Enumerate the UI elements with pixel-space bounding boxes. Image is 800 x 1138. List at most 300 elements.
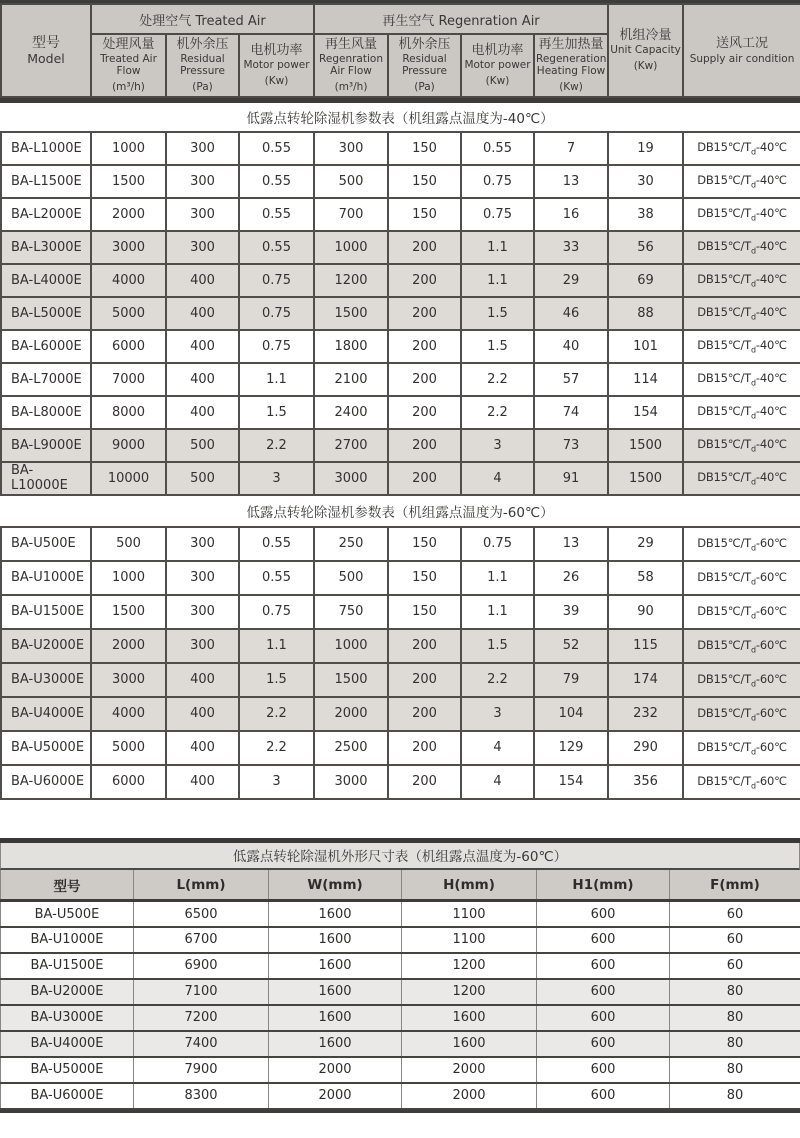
model-cell: BA-L4000E (1, 264, 91, 297)
model-cell: BA-U1500E (1, 953, 134, 979)
value-cell: 300 (166, 231, 239, 264)
dimension-cell: 600 (537, 953, 670, 979)
value-cell: 58 (608, 561, 683, 595)
residual-pressure-1-unit: (Pa) (192, 81, 213, 94)
dimension-cell: 7400 (134, 1031, 269, 1057)
value-cell: 1.5 (461, 330, 534, 363)
value-cell: 300 (166, 629, 239, 663)
dimension-cell: 600 (537, 927, 670, 953)
column-header-motor-power-2 (461, 34, 534, 97)
value-cell: 104 (534, 697, 608, 731)
table-row (1, 1057, 800, 1083)
value-cell: 46 (534, 297, 608, 330)
model-cell: BA-L3000E (1, 231, 91, 264)
dimension-column-header: W(mm) (269, 870, 402, 901)
value-cell: 0.75 (461, 527, 534, 561)
value-cell: 300 (166, 595, 239, 629)
value-cell: 200 (388, 629, 461, 663)
value-cell: 5000 (91, 731, 166, 765)
value-cell: 200 (388, 429, 461, 462)
value-cell: 200 (388, 663, 461, 697)
value-cell: 400 (166, 731, 239, 765)
dimension-cell: 2000 (402, 1083, 537, 1109)
value-cell: 2400 (314, 396, 388, 429)
dimension-column-header: 型号 (1, 870, 134, 901)
value-cell: 56 (608, 231, 683, 264)
unit-capacity-unit: (Kw) (633, 60, 658, 73)
value-cell: 400 (166, 363, 239, 396)
dimension-cell: 2000 (269, 1057, 402, 1083)
value-cell: 1500 (314, 297, 388, 330)
value-cell: 19 (608, 132, 683, 165)
value-cell: 400 (166, 697, 239, 731)
value-cell: 154 (608, 396, 683, 429)
motor-power-2-en: Motor power (464, 59, 531, 72)
value-cell: 1.5 (239, 396, 314, 429)
value-cell: 1000 (91, 561, 166, 595)
value-cell: 4 (461, 765, 534, 799)
value-cell: 38 (608, 198, 683, 231)
spec-section-40c (0, 103, 800, 496)
table-row (1, 165, 800, 198)
value-cell: 200 (388, 765, 461, 799)
supply-condition-cell: $DB15℃/T_d-40℃$ (683, 198, 800, 231)
residual-pressure-2-unit: (Pa) (414, 81, 435, 94)
supply-condition-cell: $DB15℃/T_d-40℃$ (683, 297, 800, 330)
regen-heating-unit: (Kw) (559, 81, 583, 94)
value-cell: 2000 (91, 198, 166, 231)
value-cell: 300 (166, 132, 239, 165)
dimension-table (0, 870, 800, 1110)
value-cell: 1200 (314, 264, 388, 297)
value-cell: 400 (166, 297, 239, 330)
value-cell: 88 (608, 297, 683, 330)
column-header-regen-heating (534, 34, 608, 97)
table-row (1, 927, 800, 953)
value-cell: 300 (166, 198, 239, 231)
supply-condition-cell: $DB15℃/T_d-40℃$ (683, 264, 800, 297)
value-cell: 29 (608, 527, 683, 561)
value-cell: 3000 (314, 462, 388, 495)
supply-air-en: Supply air condition (689, 52, 795, 65)
motor-power-2-zh: 电机功率 (471, 43, 524, 59)
table-row (1, 765, 800, 799)
dimension-cell: 1200 (402, 979, 537, 1005)
value-cell: 200 (388, 731, 461, 765)
value-cell: 0.75 (239, 264, 314, 297)
group-header-regeneration-air: 再生空气 Regenration Air (314, 4, 608, 34)
table-row (1, 527, 800, 561)
supply-air-zh: 送风工况 (716, 36, 769, 52)
value-cell: 16 (534, 198, 608, 231)
value-cell: 10000 (91, 462, 166, 495)
value-cell: 73 (534, 429, 608, 462)
model-cell: BA-L10000E (1, 462, 91, 495)
residual-pressure-2-zh: 机外余压 (398, 37, 451, 52)
value-cell: 150 (388, 198, 461, 231)
value-cell: 6000 (91, 330, 166, 363)
model-cell: BA-U4000E (1, 1031, 134, 1057)
model-cell: BA-U500E (1, 527, 91, 561)
model-cell: BA-U5000E (1, 731, 91, 765)
value-cell: 150 (388, 165, 461, 198)
model-cell: BA-U1000E (1, 927, 134, 953)
value-cell: 154 (534, 765, 608, 799)
value-cell: 39 (534, 595, 608, 629)
value-cell: 3000 (91, 663, 166, 697)
dimension-cell: 1600 (269, 927, 402, 953)
value-cell: 500 (314, 561, 388, 595)
value-cell: 0.55 (239, 198, 314, 231)
value-cell: 91 (534, 462, 608, 495)
value-cell: 2000 (91, 629, 166, 663)
supply-condition-cell: $DB15℃/T_d-40℃$ (683, 462, 800, 495)
value-cell: 0.75 (461, 165, 534, 198)
model-cell: BA-U6000E (1, 1083, 134, 1109)
value-cell: 150 (388, 595, 461, 629)
dimension-cell: 600 (537, 1031, 670, 1057)
column-header-model-zh: 型号 (32, 34, 60, 51)
group-header-treated-air: 处理空气 Treated Air (91, 4, 314, 34)
value-cell: 3000 (314, 765, 388, 799)
value-cell: 500 (166, 429, 239, 462)
value-cell: 150 (388, 561, 461, 595)
table-row (1, 1083, 800, 1109)
value-cell: 5000 (91, 297, 166, 330)
dimension-cell: 1600 (269, 1005, 402, 1031)
value-cell: 400 (166, 663, 239, 697)
value-cell: 3000 (91, 231, 166, 264)
dimension-cell: 2000 (269, 1083, 402, 1109)
dimension-table-title: 低露点转轮除湿机外形尺寸表（机组露点温度为-60℃） (0, 843, 800, 870)
dimension-cell: 1100 (402, 901, 537, 927)
dimension-cell: 1600 (402, 1031, 537, 1057)
value-cell: 1.1 (461, 231, 534, 264)
dimension-cell: 80 (670, 1031, 800, 1057)
dimension-cell: 8300 (134, 1083, 269, 1109)
residual-pressure-1-en: Residual Pressure (180, 53, 225, 78)
motor-power-1-unit: (Kw) (264, 75, 289, 88)
dimension-cell: 600 (537, 1005, 670, 1031)
table-row (1, 429, 800, 462)
model-cell: BA-U2000E (1, 629, 91, 663)
value-cell: 129 (534, 731, 608, 765)
dimension-column-header: F(mm) (670, 870, 800, 901)
value-cell: 0.75 (239, 297, 314, 330)
value-cell: 1.1 (461, 561, 534, 595)
table-row (1, 198, 800, 231)
motor-power-1-en: Motor power (243, 59, 310, 72)
value-cell: 300 (166, 527, 239, 561)
value-cell: 2.2 (461, 396, 534, 429)
value-cell: 13 (534, 527, 608, 561)
value-cell: 1800 (314, 330, 388, 363)
model-cell: BA-U3000E (1, 1005, 134, 1031)
dimension-cell: 80 (670, 1005, 800, 1031)
unit-capacity-en: Unit Capacity (610, 44, 681, 57)
dimension-cell: 60 (670, 953, 800, 979)
value-cell: 2.2 (239, 429, 314, 462)
column-header-unit-capacity (608, 4, 683, 97)
value-cell: 0.55 (239, 527, 314, 561)
table-row (1, 731, 800, 765)
residual-pressure-1-zh: 机外余压 (176, 37, 229, 52)
value-cell: 1000 (314, 629, 388, 663)
model-cell: BA-U5000E (1, 1057, 134, 1083)
model-cell: BA-L7000E (1, 363, 91, 396)
dimension-table-block (0, 838, 800, 1113)
dimension-cell: 80 (670, 979, 800, 1005)
value-cell: 1.1 (461, 264, 534, 297)
value-cell: 200 (388, 363, 461, 396)
value-cell: 200 (388, 264, 461, 297)
section-title: 低露点转轮除湿机参数表（机组露点温度为-60℃） (0, 496, 800, 526)
table-row (1, 363, 800, 396)
value-cell: 4000 (91, 264, 166, 297)
value-cell: 79 (534, 663, 608, 697)
column-header-regen-air-flow (314, 34, 388, 97)
model-cell: BA-L6000E (1, 330, 91, 363)
value-cell: 69 (608, 264, 683, 297)
dimension-header-row (1, 870, 800, 901)
dimension-column-header: L(mm) (134, 870, 269, 901)
supply-condition-cell: $DB15℃/T_d-40℃$ (683, 231, 800, 264)
value-cell: 2000 (314, 697, 388, 731)
spacer (0, 800, 800, 838)
value-cell: 200 (388, 462, 461, 495)
spec-body-table-40c (0, 131, 800, 496)
value-cell: 2100 (314, 363, 388, 396)
dimension-column-header: H1(mm) (537, 870, 670, 901)
value-cell: 0.55 (239, 132, 314, 165)
dimension-cell: 6900 (134, 953, 269, 979)
value-cell: 4000 (91, 697, 166, 731)
value-cell: 174 (608, 663, 683, 697)
table-row (1, 297, 800, 330)
value-cell: 0.55 (239, 165, 314, 198)
value-cell: 1.5 (239, 663, 314, 697)
value-cell: 115 (608, 629, 683, 663)
value-cell: 0.55 (461, 132, 534, 165)
section-title: 低露点转轮除湿机参数表（机组露点温度为-40℃） (0, 103, 800, 131)
table-row (1, 697, 800, 731)
table-row (1, 663, 800, 697)
table-row (1, 132, 800, 165)
value-cell: 150 (388, 527, 461, 561)
model-cell: BA-U1000E (1, 561, 91, 595)
treated-air-flow-unit: (m³/h) (112, 81, 145, 94)
value-cell: 3 (461, 697, 534, 731)
value-cell: 3 (239, 765, 314, 799)
column-header-model-en: Model (27, 51, 65, 67)
value-cell: 74 (534, 396, 608, 429)
dimension-cell: 1600 (269, 1031, 402, 1057)
value-cell: 1.1 (461, 595, 534, 629)
supply-condition-cell: $DB15℃/T_d-60℃$ (683, 663, 800, 697)
column-header-supply-air (683, 4, 800, 97)
table-row (1, 629, 800, 663)
motor-power-1-zh: 电机功率 (250, 43, 303, 59)
value-cell: 3 (239, 462, 314, 495)
value-cell: 1500 (608, 429, 683, 462)
value-cell: 1000 (314, 231, 388, 264)
dimension-cell: 80 (670, 1083, 800, 1109)
supply-condition-cell: $DB15℃/T_d-60℃$ (683, 765, 800, 799)
table-row (1, 561, 800, 595)
dimension-cell: 7900 (134, 1057, 269, 1083)
value-cell: 1500 (608, 462, 683, 495)
model-cell: BA-L1500E (1, 165, 91, 198)
model-cell: BA-L2000E (1, 198, 91, 231)
value-cell: 400 (166, 396, 239, 429)
column-header-residual-pressure-1 (166, 34, 239, 97)
dimension-cell: 80 (670, 1057, 800, 1083)
dimension-cell: 600 (537, 1057, 670, 1083)
dimension-cell: 600 (537, 1083, 670, 1109)
value-cell: 200 (388, 231, 461, 264)
value-cell: 0.55 (239, 561, 314, 595)
value-cell: 13 (534, 165, 608, 198)
table-row (1, 396, 800, 429)
model-cell: BA-L5000E (1, 297, 91, 330)
table-row (1, 462, 800, 495)
value-cell: 232 (608, 697, 683, 731)
dimension-cell: 1600 (269, 953, 402, 979)
model-cell: BA-U3000E (1, 663, 91, 697)
supply-condition-cell: $DB15℃/T_d-40℃$ (683, 429, 800, 462)
model-cell: BA-U6000E (1, 765, 91, 799)
table-row (1, 595, 800, 629)
supply-condition-cell: $DB15℃/T_d-60℃$ (683, 731, 800, 765)
dimension-cell: 6700 (134, 927, 269, 953)
value-cell: 500 (91, 527, 166, 561)
supply-condition-cell: $DB15℃/T_d-60℃$ (683, 527, 800, 561)
dimension-cell: 7200 (134, 1005, 269, 1031)
value-cell: 0.55 (239, 231, 314, 264)
value-cell: 9000 (91, 429, 166, 462)
value-cell: 26 (534, 561, 608, 595)
model-cell: BA-L1000E (1, 132, 91, 165)
dimension-cell: 1200 (402, 953, 537, 979)
column-header-treated-air-flow (91, 34, 166, 97)
value-cell: 0.75 (239, 595, 314, 629)
dimension-cell: 1100 (402, 927, 537, 953)
regen-heating-en: Regeneration Heating Flow (536, 53, 607, 78)
model-cell: BA-U2000E (1, 979, 134, 1005)
supply-condition-cell: $DB15℃/T_d-60℃$ (683, 629, 800, 663)
value-cell: 1.1 (239, 363, 314, 396)
treated-air-flow-en: Treated Air Flow (100, 53, 157, 78)
value-cell: 33 (534, 231, 608, 264)
value-cell: 500 (166, 462, 239, 495)
value-cell: 1.1 (239, 629, 314, 663)
model-cell: BA-L9000E (1, 429, 91, 462)
value-cell: 7000 (91, 363, 166, 396)
treated-air-flow-zh: 处理风量 (102, 37, 155, 52)
value-cell: 1500 (91, 165, 166, 198)
supply-condition-cell: $DB15℃/T_d-40℃$ (683, 165, 800, 198)
value-cell: 150 (388, 132, 461, 165)
table-row (1, 1031, 800, 1057)
dimension-cell: 60 (670, 927, 800, 953)
value-cell: 57 (534, 363, 608, 396)
supply-condition-cell: $DB15℃/T_d-60℃$ (683, 697, 800, 731)
supply-condition-cell: $DB15℃/T_d-40℃$ (683, 396, 800, 429)
value-cell: 114 (608, 363, 683, 396)
value-cell: 40 (534, 330, 608, 363)
value-cell: 6000 (91, 765, 166, 799)
value-cell: 1000 (91, 132, 166, 165)
column-header-model (1, 4, 91, 97)
value-cell: 30 (608, 165, 683, 198)
dimension-cell: 6500 (134, 901, 269, 927)
value-cell: 356 (608, 765, 683, 799)
motor-power-2-unit: (Kw) (485, 75, 510, 88)
value-cell: 400 (166, 765, 239, 799)
supply-condition-cell: $DB15℃/T_d-40℃$ (683, 330, 800, 363)
value-cell: 500 (314, 165, 388, 198)
spec-section-60c (0, 496, 800, 800)
value-cell: 300 (166, 561, 239, 595)
value-cell: 250 (314, 527, 388, 561)
value-cell: 2.2 (461, 663, 534, 697)
value-cell: 101 (608, 330, 683, 363)
value-cell: 2.2 (239, 697, 314, 731)
unit-capacity-zh: 机组冷量 (619, 28, 672, 44)
value-cell: 8000 (91, 396, 166, 429)
value-cell: 1.5 (461, 629, 534, 663)
value-cell: 2500 (314, 731, 388, 765)
value-cell: 3 (461, 429, 534, 462)
value-cell: 90 (608, 595, 683, 629)
spec-body-table-60c (0, 526, 800, 800)
table-row (1, 953, 800, 979)
supply-condition-cell: $DB15℃/T_d-60℃$ (683, 595, 800, 629)
table-row (1, 231, 800, 264)
value-cell: 700 (314, 198, 388, 231)
value-cell: 2700 (314, 429, 388, 462)
dimension-cell: 600 (537, 901, 670, 927)
table-row (1, 330, 800, 363)
column-header-residual-pressure-2 (388, 34, 461, 97)
dimension-column-header: H(mm) (402, 870, 537, 901)
value-cell: 300 (314, 132, 388, 165)
value-cell: 1500 (314, 663, 388, 697)
value-cell: 300 (166, 165, 239, 198)
regen-air-flow-en: Regenration Air Flow (319, 53, 383, 78)
model-cell: BA-U1500E (1, 595, 91, 629)
regen-heating-zh: 再生加热量 (538, 37, 604, 52)
value-cell: 200 (388, 697, 461, 731)
value-cell: 7 (534, 132, 608, 165)
value-cell: 290 (608, 731, 683, 765)
table-row (1, 901, 800, 927)
dimension-cell: 7100 (134, 979, 269, 1005)
dimension-cell: 1600 (402, 1005, 537, 1031)
model-cell: BA-U4000E (1, 697, 91, 731)
value-cell: 4 (461, 731, 534, 765)
value-cell: 200 (388, 396, 461, 429)
regen-air-flow-zh: 再生风量 (325, 37, 378, 52)
value-cell: 0.75 (239, 330, 314, 363)
value-cell: 750 (314, 595, 388, 629)
regen-air-flow-unit: (m³/h) (334, 81, 368, 94)
value-cell: 29 (534, 264, 608, 297)
value-cell: 2.2 (239, 731, 314, 765)
table-row (1, 1005, 800, 1031)
column-header-motor-power-1 (239, 34, 314, 97)
value-cell: 400 (166, 264, 239, 297)
